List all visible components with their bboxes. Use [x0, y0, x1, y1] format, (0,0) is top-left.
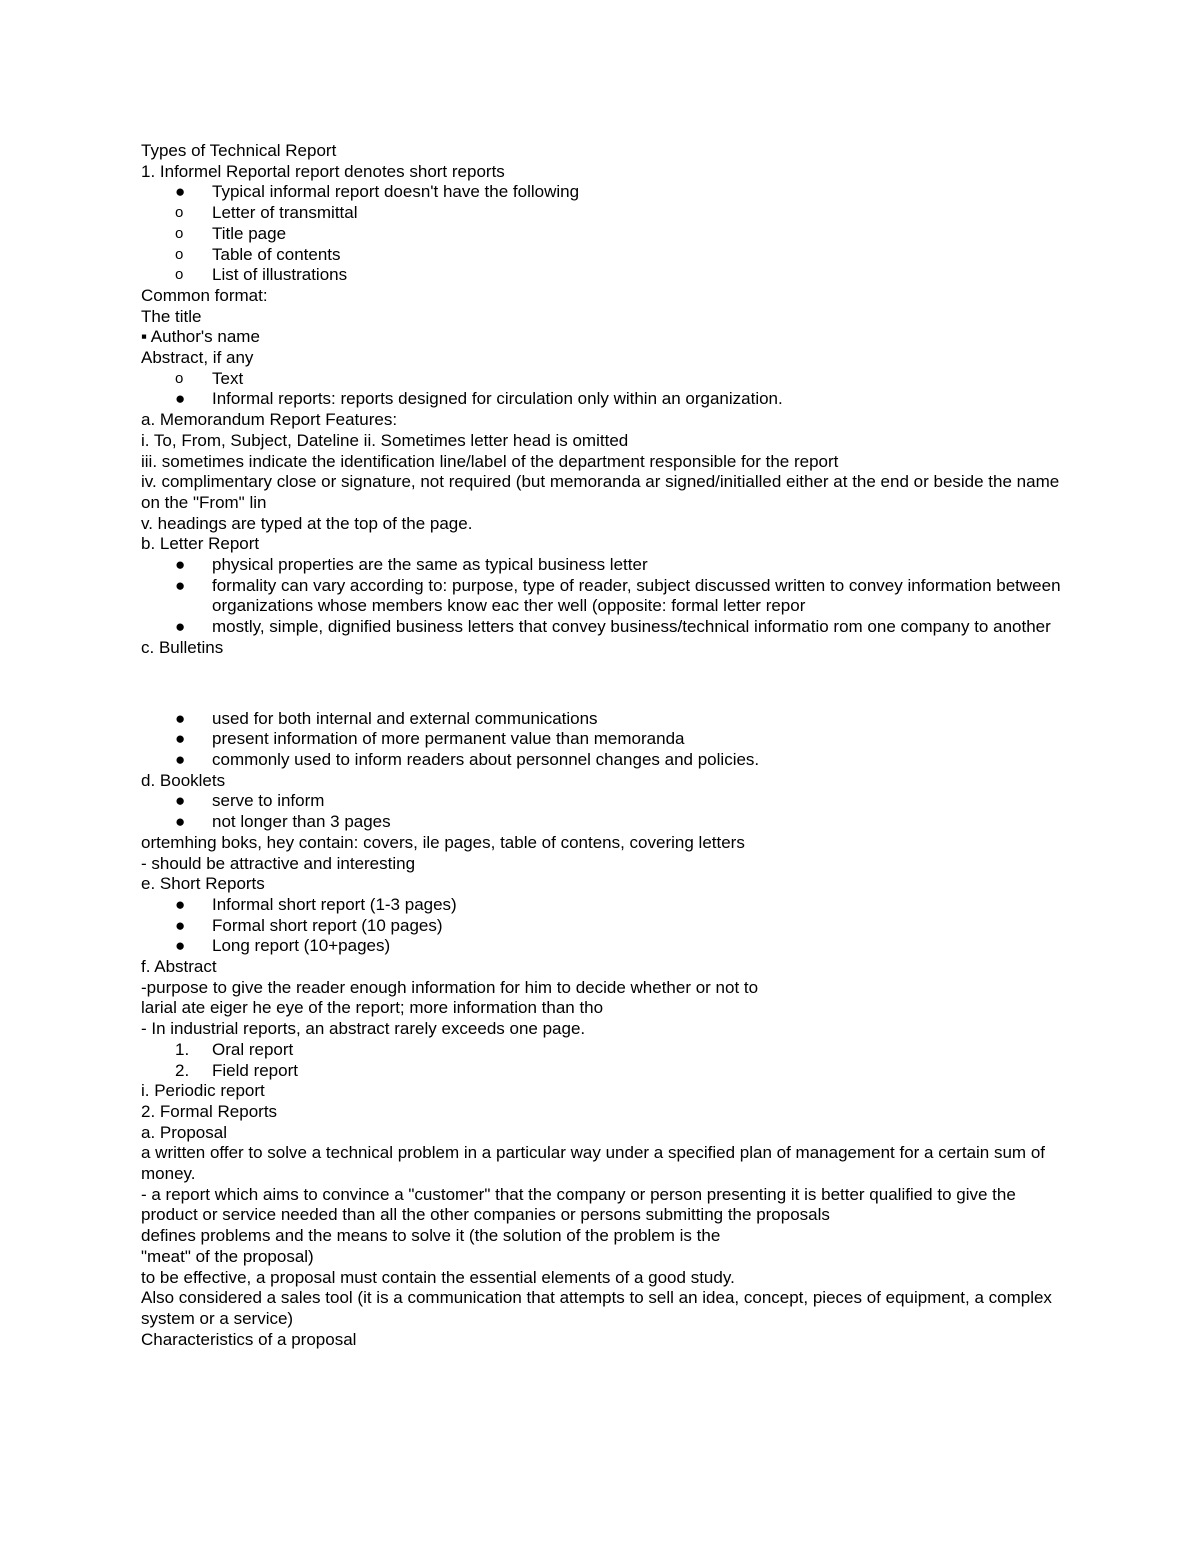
list-item	[141, 936, 1061, 957]
blank-space	[141, 659, 1061, 709]
list-item-text: serve to inform	[212, 791, 325, 811]
paragraph: Characteristics of a proposal	[141, 1329, 357, 1349]
list-item-text: Letter of transmittal	[212, 203, 358, 223]
paragraph: d. Booklets	[141, 770, 226, 790]
list-item	[141, 224, 1061, 245]
paragraph: a. Proposal	[141, 1122, 227, 1142]
list-item	[141, 709, 1061, 730]
bullet-icon: ●	[175, 894, 186, 914]
list-item	[141, 895, 1061, 916]
list-item-text: used for both internal and external communications	[212, 708, 598, 728]
list-item-text: Oral report	[212, 1039, 294, 1059]
list-item	[141, 791, 1061, 812]
list-item-text: Typical informal report doesn't have the following	[212, 182, 580, 202]
paragraph: Also considered a sales tool (it is a communication that attempts to sell an idea, concept, pieces of equipment, a complex system or a service)	[141, 1288, 1052, 1328]
bullet-icon: ●	[175, 791, 186, 811]
list-item	[141, 369, 1061, 390]
list-item-text: mostly, simple, dignified business letters that convey business/technical informatio rom one company to another	[212, 617, 1051, 637]
list-item	[141, 555, 1061, 576]
circle-bullet-icon: o	[175, 266, 184, 284]
list-item-text: Informal short report (1-3 pages)	[212, 894, 457, 914]
paragraph: 1. Informel Reportal report denotes short reports	[141, 161, 505, 181]
paragraph: -purpose to give the reader enough information for him to decide whether or not to	[141, 977, 759, 997]
paragraph: - a report which aims to convince a "customer" that the company or person presenting it is better qualified to give the product or service needed than all the other companies or persons submitting the proposals	[141, 1184, 1016, 1225]
list-item-text: Text	[212, 368, 244, 388]
list-item	[141, 576, 1061, 617]
paragraph: - In industrial reports, an abstract rarely exceeds one page.	[141, 1019, 586, 1039]
list-item-text: Long report (10+pages)	[212, 936, 391, 956]
list-item	[141, 729, 1061, 750]
bullet-icon: ●	[175, 936, 186, 956]
list-item	[141, 265, 1061, 286]
paragraph: Types of Technical Report	[141, 141, 337, 160]
list-item-text: Field report	[212, 1060, 298, 1080]
circle-bullet-icon: o	[175, 369, 184, 387]
paragraph: defines problems and the means to solve it (the solution of the problem is the	[141, 1226, 721, 1246]
paragraph: ▪ Author's name	[141, 327, 260, 347]
paragraph: "meat" of the proposal)	[141, 1246, 314, 1266]
list-item	[141, 182, 1061, 203]
paragraph: The title	[141, 306, 202, 326]
bullet-icon: ●	[175, 729, 186, 749]
paragraph: Abstract, if any	[141, 348, 254, 368]
list-item-text: commonly used to inform readers about personnel changes and policies.	[212, 749, 760, 769]
paragraph: - should be attractive and interesting	[141, 853, 416, 873]
paragraph: ortemhing boks, hey contain: covers, ile pages, table of contens, covering letters	[141, 832, 745, 852]
paragraph: v. headings are typed at the top of the page.	[141, 513, 473, 533]
list-item	[141, 1061, 1061, 1082]
list-number: 1.	[175, 1039, 190, 1059]
paragraph: iii. sometimes indicate the identification line/label of the department responsible for the report	[141, 451, 839, 471]
bullet-icon: ●	[175, 575, 186, 595]
paragraph: i. Periodic report	[141, 1081, 265, 1101]
paragraph: a written offer to solve a technical problem in a particular way under a specified plan of management for a certain sum of money.	[141, 1143, 1045, 1184]
list-item	[141, 812, 1061, 833]
list-item-text: Title page	[212, 223, 287, 243]
paragraph: b. Letter Report	[141, 534, 260, 554]
list-item-text: formality can vary according to: purpose, type of reader, subject discussed written to convey information between organizations whose members know eac ther well (opposite: formal letter repor	[212, 575, 1061, 616]
list-item	[141, 203, 1061, 224]
paragraph: e. Short Reports	[141, 874, 265, 894]
list-item-text: Formal short report (10 pages)	[212, 915, 443, 935]
bullet-icon: ●	[175, 555, 186, 575]
list-item	[141, 916, 1061, 937]
list-item	[141, 245, 1061, 266]
paragraph: to be effective, a proposal must contain the essential elements of a good study.	[141, 1267, 735, 1287]
paragraph: 2. Formal Reports	[141, 1101, 278, 1121]
list-item	[141, 617, 1061, 638]
list-item-text: List of illustrations	[212, 265, 348, 285]
circle-bullet-icon: o	[175, 245, 184, 263]
circle-bullet-icon: o	[175, 224, 184, 242]
list-item	[141, 750, 1061, 771]
paragraph: larial ate eiger he eye of the report; more information than tho	[141, 998, 604, 1018]
list-item-text: Informal reports: reports designed for circulation only within an organization.	[212, 389, 783, 409]
list-item-text: present information of more permanent value than memoranda	[212, 729, 685, 749]
circle-bullet-icon: o	[175, 204, 184, 222]
bullet-icon: ●	[175, 749, 186, 769]
list-item	[141, 1040, 1061, 1061]
bullet-icon: ●	[175, 182, 186, 202]
paragraph: f. Abstract	[141, 957, 217, 977]
document-body	[141, 141, 1061, 1350]
bullet-icon: ●	[175, 915, 186, 935]
bullet-icon: ●	[175, 617, 186, 637]
bullet-icon: ●	[175, 389, 186, 409]
paragraph: i. To, From, Subject, Dateline ii. Sometimes letter head is omitted	[141, 430, 629, 450]
list-item-text: physical properties are the same as typical business letter	[212, 555, 648, 575]
paragraph: a. Memorandum Report Features:	[141, 410, 398, 430]
bullet-icon: ●	[175, 812, 186, 832]
paragraph: Common format:	[141, 285, 268, 305]
list-item-text: Table of contents	[212, 244, 341, 264]
paragraph: iv. complimentary close or signature, not required (but memoranda ar signed/initialled either at the end or beside the name on the "From" lin	[141, 472, 1060, 512]
list-item-text: not longer than 3 pages	[212, 812, 391, 832]
bullet-icon: ●	[175, 708, 186, 728]
paragraph: c. Bulletins	[141, 637, 224, 657]
list-number: 2.	[175, 1060, 190, 1080]
list-item	[141, 389, 1061, 410]
